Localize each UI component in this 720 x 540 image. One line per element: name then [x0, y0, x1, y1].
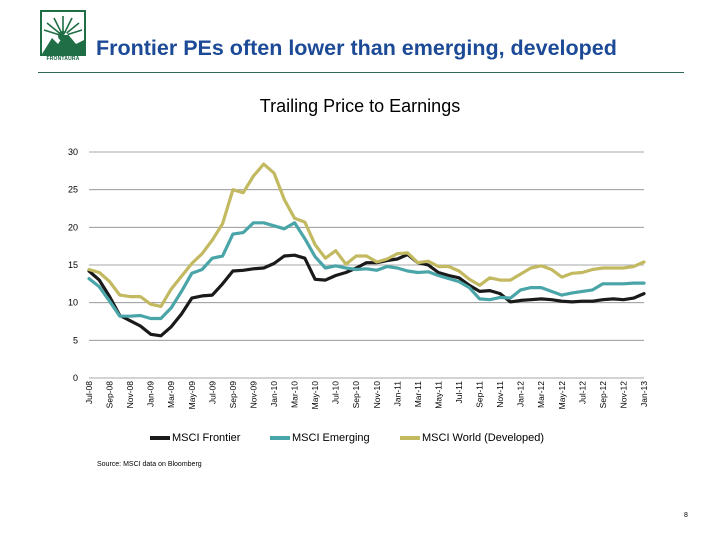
legend-label-frontier: MSCI Frontier [172, 432, 241, 444]
slide-title: Frontier PEs often lower than emerging, developed [96, 36, 617, 60]
x-tick-label: Mar-11 [412, 381, 423, 408]
x-tick-label: Mar-10 [289, 381, 300, 408]
legend-swatch-frontier [150, 436, 170, 440]
page-number: 8 [684, 512, 688, 519]
x-tick-label: Jan-13 [639, 381, 649, 407]
x-tick-label: May-09 [186, 381, 197, 410]
x-tick-label: May-11 [433, 381, 444, 409]
legend-item-frontier [150, 432, 240, 444]
legend-label-world: MSCI World (Developed) [422, 432, 545, 444]
y-tick-label: 10 [67, 297, 78, 308]
x-tick-label: Jul-10 [330, 381, 341, 405]
legend-swatch-emerging [270, 436, 290, 440]
x-tick-label: Sep-11 [474, 381, 485, 408]
x-tick-label: Jan-12 [515, 381, 526, 407]
x-tick-label: Nov-09 [248, 381, 259, 409]
x-tick-label: Jan-09 [145, 381, 156, 407]
legend-label-emerging: MSCI Emerging [292, 432, 370, 444]
y-tick-label: 5 [72, 335, 78, 346]
logo-caption: FRONTAURA [46, 56, 80, 62]
source-note: Source: MSCI data on Bloomberg [97, 461, 202, 468]
x-tick-label: Nov-10 [371, 381, 382, 409]
x-tick-label: Mar-12 [536, 381, 547, 408]
x-tick-label: Nov-11 [495, 381, 506, 408]
x-tick-label: Jan-10 [269, 381, 279, 407]
y-tick-label: 20 [67, 222, 78, 233]
x-tick-label: Jul-11 [454, 381, 464, 404]
x-tick-label: Sep-08 [104, 381, 115, 409]
legend-item-world [400, 432, 544, 444]
y-tick-label: 30 [67, 147, 78, 157]
series-line-1 [89, 223, 644, 319]
x-tick-label: May-12 [556, 381, 567, 410]
legend-item-emerging [270, 432, 370, 444]
y-tick-label: 25 [67, 184, 78, 195]
x-tick-label: Sep-12 [597, 381, 608, 409]
x-tick-label: Sep-09 [227, 381, 238, 409]
x-tick-label: Jan-11 [392, 381, 403, 407]
x-tick-label: Sep-10 [351, 381, 362, 409]
chart-title: Trailing Price to Earnings [259, 96, 461, 116]
legend-swatch-world [400, 436, 420, 440]
series-line-2 [89, 164, 644, 306]
x-tick-label: Nov-08 [125, 381, 136, 409]
x-tick-label: Nov-12 [618, 381, 629, 409]
x-tick-label: May-10 [310, 381, 321, 410]
y-tick-label: 15 [67, 260, 78, 270]
x-tick-label: Jul-08 [84, 381, 94, 405]
x-tick-label: Mar-09 [166, 381, 177, 408]
y-tick-label: 0 [72, 373, 78, 383]
x-tick-label: Jul-12 [577, 381, 588, 405]
x-tick-label: Jul-09 [207, 381, 218, 405]
